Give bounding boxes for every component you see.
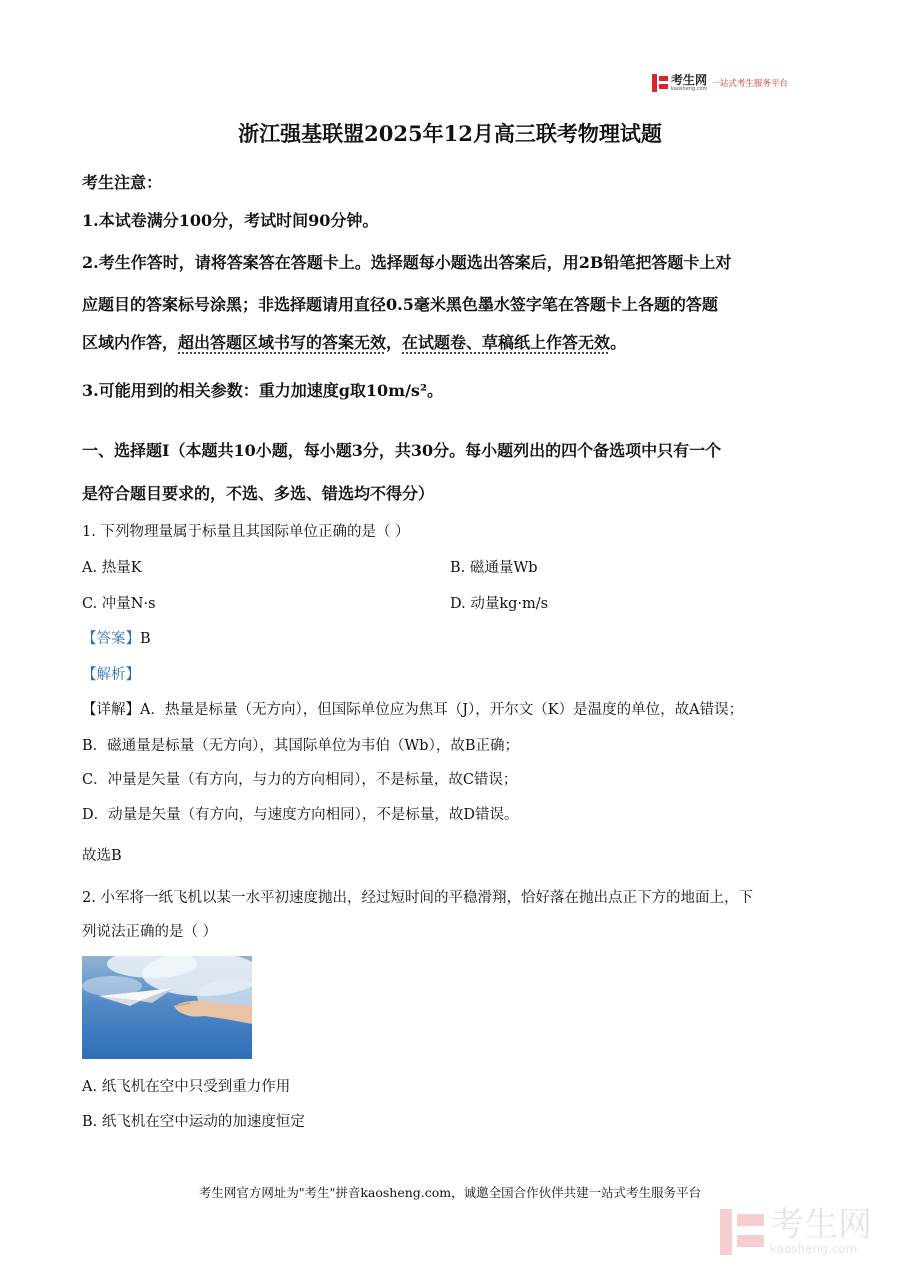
page-footer: 考生网官方网址为"考生"拼音kaosheng.com，诚邀全国合作伙伴共建一站式考生服务平台 — [198, 1185, 702, 1200]
q1-detail-3: C．冲量是矢量（有方向，与力的方向相同），不是标量，故C错误； — [82, 772, 518, 788]
q1-detail-4: D．动量是矢量（有方向，与速度方向相同），不是标量，故D错误。 — [82, 807, 519, 823]
q1-option-b: B. 磁通量Wb — [450, 560, 538, 576]
section-heading-line-2: 是符合题目要求的，不选、多选、错选均不得分） — [82, 484, 435, 503]
q1-option-c: C. 冲量N·s — [82, 596, 156, 612]
paper-plane-photo — [82, 956, 252, 1059]
notice-item-1: 1.本试卷满分100分，考试时间90分钟。 — [82, 211, 379, 230]
notice-heading: 考生注意： — [82, 173, 163, 192]
logo-name: 考生网 — [671, 73, 708, 87]
q2-option-b: B. 纸飞机在空中运动的加速度恒定 — [82, 1114, 305, 1130]
watermark-icon — [720, 1209, 764, 1255]
q1-stem: 1. 下列物理量属于标量且其国际单位正确的是（ ） — [82, 524, 410, 540]
emphasis-text: 超出答题区域书写的答案无效 — [178, 333, 387, 352]
notice-item-2-line-3 — [82, 330, 626, 353]
notice-text: ， — [386, 333, 403, 352]
q1-analysis-tag: 【解析】 — [82, 667, 140, 683]
q1-detail-1: 【详解】A．热量是标量（无方向），但国际单位应为焦耳（J），开尔文（K）是温度的单位，故A错误； — [82, 702, 744, 718]
watermark-domain: kaosheng.com — [770, 1242, 858, 1256]
logo-slogan: 一站式考生服务平台 — [711, 79, 788, 89]
q1-option-a: A. 热量K — [82, 560, 142, 576]
notice-item-2-line-2: 应题目的答案标号涂黑；非选择题请用直径0.5毫米黑色墨水签字笔在答题卡上各题的答题 — [82, 295, 718, 314]
q2-stem-line-1: 2. 小军将一纸飞机以某一水平初速度抛出，经过短时间的平稳滑翔，恰好落在抛出点正下方的地面上，下 — [82, 890, 753, 906]
q1-conclusion: 故选B — [82, 848, 122, 864]
site-logo — [652, 72, 788, 94]
notice-text: 区域内作答， — [82, 333, 179, 352]
q2-stem-line-2: 列说法正确的是（ ） — [82, 924, 218, 940]
answer-value: B — [140, 631, 151, 647]
page-title: 浙江强基联盟2025年12月高三联考物理试题 — [238, 121, 662, 146]
notice-item-2-line-1: 2.考生作答时，请将答案答在答题卡上。选择题每小题选出答案后，用2B铅笔把答题卡上对 — [82, 253, 732, 272]
q2-option-a: A. 纸飞机在空中只受到重力作用 — [82, 1079, 291, 1095]
notice-text: 。 — [610, 333, 627, 352]
q1-detail-2: B．磁通量是标量（无方向），其国际单位为韦伯（Wb），故B正确； — [82, 738, 519, 754]
q1-answer — [82, 627, 151, 648]
answer-tag: 【答案】 — [82, 631, 140, 647]
watermark-name: 考生网 — [770, 1205, 872, 1245]
logo-icon — [652, 74, 668, 92]
watermark-logo — [720, 1205, 872, 1256]
notice-item-3: 3.可能用到的相关参数：重力加速度g取10m/s²。 — [82, 381, 443, 400]
section-heading-line-1: 一、选择题Ⅰ（本题共10小题，每小题3分，共30分。每小题列出的四个备选项中只有一个 — [82, 441, 722, 460]
logo-domain: kaosheng.com — [671, 86, 708, 92]
q1-option-d: D. 动量kg·m/s — [450, 596, 549, 612]
emphasis-text: 在试题卷、草稿纸上作答无效 — [402, 333, 611, 352]
